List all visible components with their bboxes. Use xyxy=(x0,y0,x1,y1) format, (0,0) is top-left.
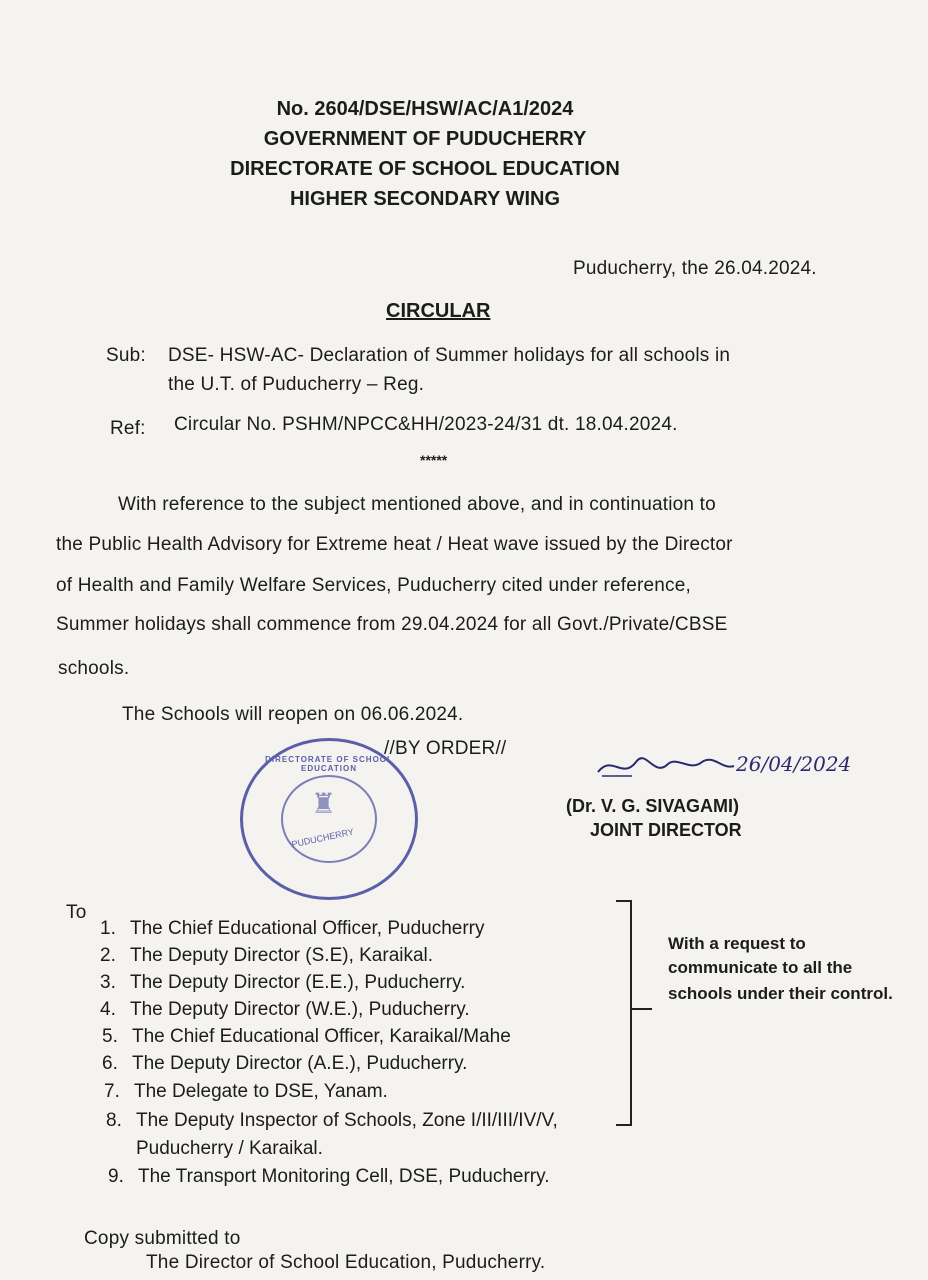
list-item: 7. The Delegate to DSE, Yanam. xyxy=(104,1081,388,1102)
body-line-1: With reference to the subject mentioned above, and in continuation to xyxy=(118,494,716,515)
list-item: 3. The Deputy Director (E.E.), Puducherry. xyxy=(100,972,466,993)
wing-heading: HIGHER SECONDARY WING xyxy=(289,188,561,210)
reopen-line: The Schools will reopen on 06.06.2024. xyxy=(122,704,464,725)
body-line-5: schools. xyxy=(58,658,130,679)
subject-line-2: the U.T. of Puducherry – Reg. xyxy=(168,374,425,395)
date-line: Puducherry, the 26.04.2024. xyxy=(573,258,817,279)
list-item: 9. The Transport Monitoring Cell, DSE, Puducherry. xyxy=(108,1166,550,1187)
recipient-bracket-tick xyxy=(630,1008,652,1010)
body-line-3: of Health and Family Welfare Services, Puducherry cited under reference, xyxy=(56,575,692,596)
list-item: 4. The Deputy Director (W.E.), Puducherry. xyxy=(100,999,470,1020)
copy-label: Copy submitted to xyxy=(84,1228,241,1249)
emblem-icon: ♜ xyxy=(311,788,337,819)
directorate-heading: DIRECTORATE OF SCHOOL EDUCATION xyxy=(230,158,620,180)
signatory-name: (Dr. V. G. SIVAGAMI) xyxy=(566,796,740,816)
request-note-line-2: communicate to all the xyxy=(668,958,853,977)
reference-text: Circular No. PSHM/NPCC&HH/2023-24/31 dt. 18.04.2024. xyxy=(174,414,678,435)
copy-recipient: The Director of School Education, Puducherry. xyxy=(146,1252,546,1273)
list-item: Puducherry / Karaikal. xyxy=(136,1138,323,1159)
list-item: 6. The Deputy Director (A.E.), Puducherry. xyxy=(102,1053,468,1074)
government-heading: GOVERNMENT OF PUDUCHERRY xyxy=(263,128,587,150)
seal-center-text: PUDUCHERRY xyxy=(290,826,355,850)
to-label: To xyxy=(66,902,87,923)
reference-label: Ref: xyxy=(110,418,146,439)
request-note-line-1: With a request to xyxy=(668,934,806,953)
signature-date: 26/04/2024 xyxy=(736,752,852,776)
subject-line-1: DSE- HSW-AC- Declaration of Summer holidays for all schools in xyxy=(168,345,731,366)
seal-text: DIRECTORATE OF SCHOOL EDUCATION xyxy=(265,755,393,773)
circular-title: CIRCULAR xyxy=(386,300,491,322)
recipient-bracket xyxy=(616,900,632,1126)
official-seal xyxy=(240,738,418,900)
list-item: 2. The Deputy Director (S.E), Karaikal. xyxy=(100,945,434,966)
signatory-designation: JOINT DIRECTOR xyxy=(590,820,742,840)
subject-label: Sub: xyxy=(106,345,146,366)
body-line-2: the Public Health Advisory for Extreme heat / Heat wave issued by the Director xyxy=(56,534,733,555)
request-note-line-3: schools under their control. xyxy=(668,984,893,1003)
list-item: 5. The Chief Educational Officer, Karaikal/Mahe xyxy=(102,1026,511,1047)
list-item: 8. The Deputy Inspector of Schools, Zone I/II/III/IV/V, xyxy=(106,1110,558,1131)
body-line-4: Summer holidays shall commence from 29.04.2024 for all Govt./Private/CBSE xyxy=(56,614,728,635)
by-order: //BY ORDER// xyxy=(384,738,507,759)
separator: ***** xyxy=(420,452,448,468)
circular-number: No. 2604/DSE/HSW/AC/A1/2024 xyxy=(276,98,574,120)
list-item: 1. The Chief Educational Officer, Puducherry xyxy=(100,918,485,939)
